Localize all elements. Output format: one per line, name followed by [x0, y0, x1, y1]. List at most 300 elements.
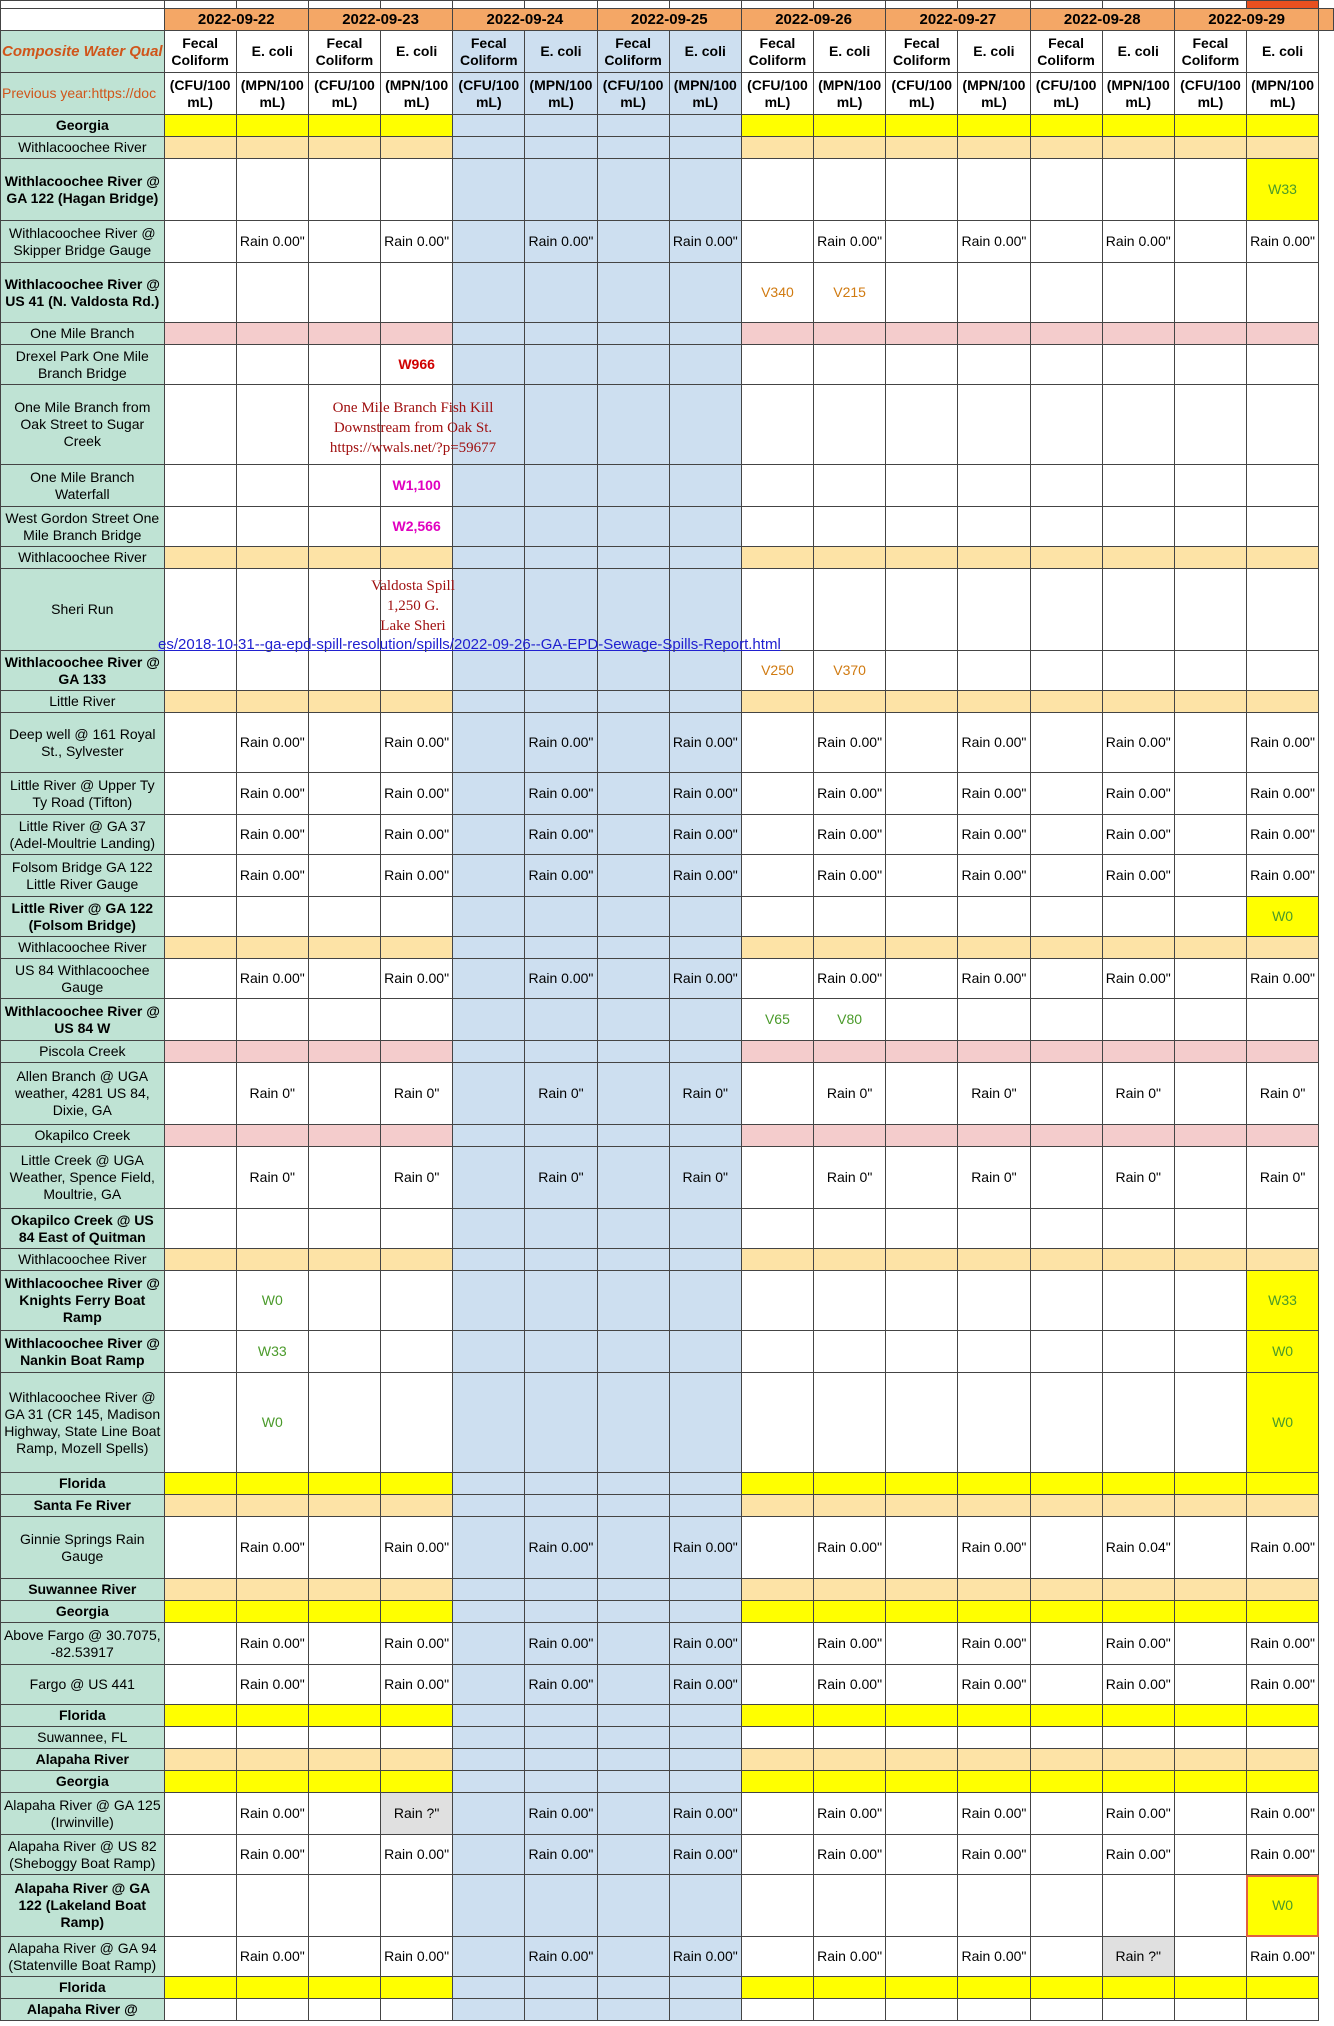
value-cell[interactable]	[1102, 691, 1174, 713]
value-cell[interactable]: (CFU/100 mL)	[164, 73, 236, 115]
site-s_knights[interactable]: Withlacoochee River @ Knights Ferry Boat Ramp	[1, 1271, 165, 1331]
value-cell[interactable]	[308, 1835, 380, 1875]
value-cell[interactable]: Rain 0.00"	[958, 815, 1030, 855]
value-cell[interactable]	[308, 221, 380, 263]
value-cell[interactable]	[236, 1209, 308, 1249]
value-cell[interactable]: Rain 0.00"	[380, 1623, 452, 1665]
value-cell[interactable]	[1102, 1999, 1174, 2021]
value-cell[interactable]: W0	[1246, 1875, 1318, 1937]
value-cell[interactable]	[1174, 815, 1246, 855]
value-cell[interactable]	[380, 1749, 452, 1771]
value-cell[interactable]	[741, 713, 813, 773]
value-cell[interactable]	[308, 1875, 380, 1937]
value-cell[interactable]	[958, 1749, 1030, 1771]
value-cell[interactable]	[1174, 507, 1246, 547]
value-cell[interactable]	[741, 1271, 813, 1331]
value-cell[interactable]: Rain 0.00"	[236, 773, 308, 815]
value-cell[interactable]	[886, 1749, 958, 1771]
value-cell[interactable]	[1102, 651, 1174, 691]
value-cell[interactable]	[308, 1373, 380, 1473]
river-withlacoochee[interactable]: Withlacoochee River	[1, 1249, 165, 1271]
value-cell[interactable]	[1174, 1209, 1246, 1249]
value-cell[interactable]	[958, 1331, 1030, 1373]
value-cell[interactable]	[1174, 1373, 1246, 1473]
value-cell[interactable]	[886, 1041, 958, 1063]
value-cell[interactable]: Rain 0.00"	[525, 1517, 597, 1579]
value-cell[interactable]	[813, 1601, 885, 1623]
value-cell[interactable]	[741, 959, 813, 999]
value-cell[interactable]: Rain ?"	[380, 1793, 452, 1835]
value-cell[interactable]	[741, 1209, 813, 1249]
value-cell[interactable]	[164, 1063, 236, 1125]
value-cell[interactable]	[958, 1977, 1030, 1999]
value-cell[interactable]	[669, 1331, 741, 1373]
value-cell[interactable]	[1102, 137, 1174, 159]
value-cell[interactable]: Rain 0.00"	[669, 1517, 741, 1579]
value-cell[interactable]	[236, 937, 308, 959]
value-cell[interactable]	[958, 323, 1030, 345]
value-cell[interactable]	[164, 137, 236, 159]
value-cell[interactable]	[1174, 999, 1246, 1041]
value-cell[interactable]	[597, 1147, 669, 1209]
value-cell[interactable]	[1246, 1727, 1318, 1749]
value-cell[interactable]: Rain 0.00"	[958, 1517, 1030, 1579]
site-s_us84g[interactable]: US 84 Withlacoochee Gauge	[1, 959, 165, 999]
value-cell[interactable]	[1030, 385, 1102, 465]
value-cell[interactable]	[236, 1249, 308, 1271]
value-cell[interactable]	[453, 507, 525, 547]
river-little_river[interactable]: Little River	[1, 691, 165, 713]
value-cell[interactable]	[1246, 1977, 1318, 1999]
site-s_oak[interactable]: One Mile Branch from Oak Street to Sugar Creek	[1, 385, 165, 465]
value-cell[interactable]: Rain 0"	[525, 1063, 597, 1125]
value-cell[interactable]	[813, 385, 885, 465]
value-cell[interactable]	[741, 1041, 813, 1063]
value-cell[interactable]	[597, 999, 669, 1041]
site-s_abovefargo[interactable]: Above Fargo @ 30.7075, -82.53917	[1, 1623, 165, 1665]
branch-piscola[interactable]: Piscola Creek	[1, 1041, 165, 1063]
value-cell[interactable]	[597, 1623, 669, 1665]
value-cell[interactable]	[813, 1209, 885, 1249]
value-cell[interactable]	[1030, 1063, 1102, 1125]
value-cell[interactable]	[741, 815, 813, 855]
value-cell[interactable]	[1030, 263, 1102, 323]
value-cell[interactable]	[1246, 1999, 1318, 2021]
value-cell[interactable]	[453, 815, 525, 855]
value-cell[interactable]	[1102, 1331, 1174, 1373]
value-cell[interactable]	[597, 507, 669, 547]
value-cell[interactable]	[236, 1749, 308, 1771]
value-cell[interactable]	[308, 323, 380, 345]
value-cell[interactable]	[308, 1727, 380, 1749]
value-cell[interactable]	[308, 1041, 380, 1063]
value-cell[interactable]	[236, 1125, 308, 1147]
value-cell[interactable]	[453, 1331, 525, 1373]
value-cell[interactable]: (CFU/100 mL)	[597, 73, 669, 115]
value-cell[interactable]: W1,100	[380, 465, 452, 507]
value-cell[interactable]	[525, 1771, 597, 1793]
previous-year-link[interactable]: Previous year:https://doc	[1, 73, 165, 115]
value-cell[interactable]	[1246, 137, 1318, 159]
value-cell[interactable]	[453, 773, 525, 815]
value-cell[interactable]: Rain 0.00"	[380, 1517, 452, 1579]
value-cell[interactable]: Rain 0.00"	[1246, 815, 1318, 855]
value-cell[interactable]	[1174, 1999, 1246, 2021]
value-cell[interactable]	[958, 1125, 1030, 1147]
value-cell[interactable]	[669, 159, 741, 221]
value-cell[interactable]	[741, 345, 813, 385]
value-cell[interactable]	[453, 1727, 525, 1749]
value-cell[interactable]	[813, 1373, 885, 1473]
value-cell[interactable]: Rain 0.00"	[380, 815, 452, 855]
site-s_last[interactable]: Alapaha River @	[1, 1999, 165, 2021]
value-cell[interactable]	[164, 999, 236, 1041]
value-cell[interactable]	[525, 897, 597, 937]
value-cell[interactable]	[958, 1209, 1030, 1249]
value-cell[interactable]	[453, 1373, 525, 1473]
value-cell[interactable]	[813, 897, 885, 937]
value-cell[interactable]	[669, 1209, 741, 1249]
value-cell[interactable]	[453, 159, 525, 221]
value-cell[interactable]	[597, 547, 669, 569]
value-cell[interactable]	[525, 507, 597, 547]
value-cell[interactable]	[958, 691, 1030, 713]
value-cell[interactable]	[525, 691, 597, 713]
value-cell[interactable]	[1030, 691, 1102, 713]
value-cell[interactable]: Fecal Coliform	[164, 31, 236, 73]
value-cell[interactable]	[886, 115, 958, 137]
value-cell[interactable]	[741, 691, 813, 713]
value-cell[interactable]: Rain 0.00"	[380, 855, 452, 897]
value-cell[interactable]	[164, 221, 236, 263]
value-cell[interactable]	[164, 385, 236, 465]
value-cell[interactable]	[164, 1999, 236, 2021]
value-cell[interactable]	[1102, 1977, 1174, 1999]
value-cell[interactable]	[813, 569, 885, 651]
value-cell[interactable]	[1174, 569, 1246, 651]
value-cell[interactable]	[1174, 221, 1246, 263]
value-cell[interactable]	[308, 1, 380, 9]
value-cell[interactable]	[453, 897, 525, 937]
value-cell[interactable]: Rain 0.00"	[958, 855, 1030, 897]
value-cell[interactable]	[1246, 1579, 1318, 1601]
value-cell[interactable]	[453, 1749, 525, 1771]
value-cell[interactable]	[380, 1271, 452, 1331]
value-cell[interactable]: Rain 0.00"	[958, 221, 1030, 263]
value-cell[interactable]: Rain 0.00"	[236, 1937, 308, 1977]
value-cell[interactable]	[1246, 1041, 1318, 1063]
value-cell[interactable]: Rain 0.00"	[1102, 773, 1174, 815]
spill-report-link[interactable]: es/2018-10-31--ga-epd-spill-resolution/spills/2022-09-26--GA-EPD-Sewage-Spills-Report.html	[158, 636, 781, 653]
value-cell[interactable]	[886, 547, 958, 569]
value-cell[interactable]	[669, 651, 741, 691]
value-cell[interactable]	[597, 1705, 669, 1727]
value-cell[interactable]: Rain 0.00"	[669, 1835, 741, 1875]
value-cell[interactable]	[669, 897, 741, 937]
value-cell[interactable]	[380, 1875, 452, 1937]
value-cell[interactable]	[308, 1249, 380, 1271]
value-cell[interactable]	[669, 1875, 741, 1937]
value-cell[interactable]	[669, 1749, 741, 1771]
value-cell[interactable]: Rain 0.00"	[958, 713, 1030, 773]
value-cell[interactable]	[453, 1977, 525, 1999]
value-cell[interactable]	[669, 323, 741, 345]
value-cell[interactable]	[164, 507, 236, 547]
value-cell[interactable]	[380, 1209, 452, 1249]
value-cell[interactable]	[1030, 1271, 1102, 1331]
value-cell[interactable]	[1030, 465, 1102, 507]
date-header[interactable]: 2022-09-27	[886, 9, 1030, 31]
site-s_upperty[interactable]: Little River @ Upper Ty Ty Road (Tifton)	[1, 773, 165, 815]
value-cell[interactable]: (MPN/100 mL)	[380, 73, 452, 115]
value-cell[interactable]	[380, 1727, 452, 1749]
value-cell[interactable]	[525, 651, 597, 691]
value-cell[interactable]	[525, 1727, 597, 1749]
value-cell[interactable]	[1030, 1999, 1102, 2021]
value-cell[interactable]	[380, 999, 452, 1041]
value-cell[interactable]: Rain 0.00"	[236, 221, 308, 263]
value-cell[interactable]	[958, 507, 1030, 547]
value-cell[interactable]	[813, 1249, 885, 1271]
value-cell[interactable]	[525, 345, 597, 385]
value-cell[interactable]	[1102, 323, 1174, 345]
value-cell[interactable]	[597, 137, 669, 159]
value-cell[interactable]: Rain 0.00"	[669, 959, 741, 999]
value-cell[interactable]	[741, 1579, 813, 1601]
value-cell[interactable]	[1030, 937, 1102, 959]
value-cell[interactable]	[886, 345, 958, 385]
value-cell[interactable]	[741, 1875, 813, 1937]
site-s_quitman[interactable]: Okapilco Creek @ US 84 East of Quitman	[1, 1209, 165, 1249]
value-cell[interactable]	[886, 1271, 958, 1331]
site-s_skipper[interactable]: Withlacoochee River @ Skipper Bridge Gauge	[1, 221, 165, 263]
value-cell[interactable]: V340	[741, 263, 813, 323]
value-cell[interactable]	[1030, 1875, 1102, 1937]
value-cell[interactable]	[236, 999, 308, 1041]
value-cell[interactable]: Rain 0.00"	[669, 773, 741, 815]
value-cell[interactable]	[1030, 713, 1102, 773]
value-cell[interactable]	[669, 1249, 741, 1271]
value-cell[interactable]	[164, 1727, 236, 1749]
value-cell[interactable]	[164, 1473, 236, 1495]
date-header[interactable]: 2022-09-22	[164, 9, 308, 31]
value-cell[interactable]	[741, 1771, 813, 1793]
value-cell[interactable]: (MPN/100 mL)	[1102, 73, 1174, 115]
value-cell[interactable]	[669, 547, 741, 569]
value-cell[interactable]	[380, 115, 452, 137]
value-cell[interactable]	[1102, 345, 1174, 385]
value-cell[interactable]	[669, 1705, 741, 1727]
value-cell[interactable]: Rain 0.00"	[669, 221, 741, 263]
value-cell[interactable]	[958, 1999, 1030, 2021]
value-cell[interactable]: Rain 0.00"	[669, 713, 741, 773]
branch-okapilco[interactable]: Okapilco Creek	[1, 1125, 165, 1147]
value-cell[interactable]	[1030, 1705, 1102, 1727]
value-cell[interactable]: Rain 0"	[380, 1147, 452, 1209]
value-cell[interactable]	[1102, 1875, 1174, 1937]
value-cell[interactable]	[380, 691, 452, 713]
value-cell[interactable]	[164, 1623, 236, 1665]
value-cell[interactable]	[525, 1, 597, 9]
value-cell[interactable]	[453, 1601, 525, 1623]
value-cell[interactable]	[1102, 263, 1174, 323]
value-cell[interactable]	[1102, 1473, 1174, 1495]
value-cell[interactable]	[164, 1147, 236, 1209]
value-cell[interactable]: Rain 0.00"	[236, 815, 308, 855]
value-cell[interactable]	[1030, 1373, 1102, 1473]
value-cell[interactable]	[597, 1, 669, 9]
value-cell[interactable]	[453, 1793, 525, 1835]
site-s_hagan[interactable]: Withlacoochee River @ GA 122 (Hagan Bridge)	[1, 159, 165, 221]
value-cell[interactable]	[886, 1665, 958, 1705]
value-cell[interactable]	[1030, 1209, 1102, 1249]
value-cell[interactable]	[236, 263, 308, 323]
river-suwannee[interactable]: Suwannee River	[1, 1579, 165, 1601]
value-cell[interactable]	[886, 1331, 958, 1373]
date-header[interactable]: 2022-09-23	[308, 9, 452, 31]
value-cell[interactable]	[813, 1749, 885, 1771]
value-cell[interactable]	[669, 1473, 741, 1495]
site-s_gordon[interactable]: West Gordon Street One Mile Branch Bridge	[1, 507, 165, 547]
value-cell[interactable]	[1030, 323, 1102, 345]
value-cell[interactable]	[308, 713, 380, 773]
value-cell[interactable]: Rain 0"	[380, 1063, 452, 1125]
value-cell[interactable]	[308, 1771, 380, 1793]
value-cell[interactable]: W0	[1246, 897, 1318, 937]
value-cell[interactable]	[1102, 1705, 1174, 1727]
value-cell[interactable]	[1030, 855, 1102, 897]
site-s_fargo[interactable]: Fargo @ US 441	[1, 1665, 165, 1705]
value-cell[interactable]	[308, 137, 380, 159]
value-cell[interactable]	[958, 1271, 1030, 1331]
value-cell[interactable]	[308, 691, 380, 713]
value-cell[interactable]: (CFU/100 mL)	[453, 73, 525, 115]
value-cell[interactable]: (CFU/100 mL)	[1174, 73, 1246, 115]
value-cell[interactable]	[597, 1331, 669, 1373]
value-cell[interactable]	[380, 263, 452, 323]
site-s_us84w[interactable]: Withlacoochee River @ US 84 W	[1, 999, 165, 1041]
value-cell[interactable]: Rain 0"	[958, 1063, 1030, 1125]
value-cell[interactable]	[669, 1373, 741, 1473]
value-cell[interactable]	[525, 1999, 597, 2021]
value-cell[interactable]	[741, 1125, 813, 1147]
value-cell[interactable]	[525, 999, 597, 1041]
value-cell[interactable]: Rain 0.00"	[1246, 1517, 1318, 1579]
value-cell[interactable]	[1246, 547, 1318, 569]
value-cell[interactable]	[958, 1771, 1030, 1793]
value-cell[interactable]	[958, 999, 1030, 1041]
value-cell[interactable]	[813, 159, 885, 221]
value-cell[interactable]	[453, 465, 525, 507]
value-cell[interactable]: Rain 0"	[813, 1147, 885, 1209]
value-cell[interactable]	[236, 323, 308, 345]
value-cell[interactable]	[886, 1875, 958, 1937]
value-cell[interactable]	[1030, 547, 1102, 569]
value-cell[interactable]	[308, 1331, 380, 1373]
value-cell[interactable]: Rain 0.00"	[525, 959, 597, 999]
value-cell[interactable]	[236, 1473, 308, 1495]
value-cell[interactable]	[886, 855, 958, 897]
value-cell[interactable]	[164, 855, 236, 897]
value-cell[interactable]: Rain 0"	[1102, 1147, 1174, 1209]
value-cell[interactable]	[453, 1209, 525, 1249]
value-cell[interactable]	[525, 385, 597, 465]
value-cell[interactable]	[669, 1041, 741, 1063]
site-s_ga133[interactable]: Withlacoochee River @ GA 133	[1, 651, 165, 691]
value-cell[interactable]	[669, 1601, 741, 1623]
value-cell[interactable]	[164, 159, 236, 221]
value-cell[interactable]	[1246, 1, 1318, 9]
value-cell[interactable]	[1102, 937, 1174, 959]
value-cell[interactable]: Rain 0"	[525, 1147, 597, 1209]
value-cell[interactable]	[597, 713, 669, 773]
value-cell[interactable]	[1174, 1, 1246, 9]
value-cell[interactable]	[308, 1579, 380, 1601]
value-cell[interactable]: Rain 0.00"	[813, 1665, 885, 1705]
value-cell[interactable]	[1102, 1249, 1174, 1271]
value-cell[interactable]	[886, 1147, 958, 1209]
value-cell[interactable]: (MPN/100 mL)	[236, 73, 308, 115]
date-header[interactable]: 2022-09-29	[1174, 9, 1318, 31]
value-cell[interactable]	[453, 1249, 525, 1271]
value-cell[interactable]	[886, 137, 958, 159]
value-cell[interactable]	[1030, 773, 1102, 815]
value-cell[interactable]: V250	[741, 651, 813, 691]
value-cell[interactable]	[1102, 1, 1174, 9]
value-cell[interactable]	[741, 323, 813, 345]
value-cell[interactable]	[669, 937, 741, 959]
value-cell[interactable]	[453, 1771, 525, 1793]
site-s_drexel[interactable]: Drexel Park One Mile Branch Bridge	[1, 345, 165, 385]
value-cell[interactable]	[453, 1937, 525, 1977]
value-cell[interactable]	[236, 1705, 308, 1727]
site-s_allen[interactable]: Allen Branch @ UGA weather, 4281 US 84, Dixie, GA	[1, 1063, 165, 1125]
state-florida[interactable]: Florida	[1, 1473, 165, 1495]
site-s_ga31[interactable]: Withlacoochee River @ GA 31 (CR 145, Madison Highway, State Line Boat Ramp, Mozell Spells)	[1, 1373, 165, 1473]
value-cell[interactable]: Rain 0.00"	[525, 1937, 597, 1977]
value-cell[interactable]	[1246, 115, 1318, 137]
value-cell[interactable]	[1174, 1601, 1246, 1623]
value-cell[interactable]	[308, 1705, 380, 1727]
value-cell[interactable]	[1102, 1271, 1174, 1331]
value-cell[interactable]	[1030, 1835, 1102, 1875]
value-cell[interactable]: W966	[380, 345, 452, 385]
value-cell[interactable]	[813, 1331, 885, 1373]
value-cell[interactable]	[741, 1705, 813, 1727]
value-cell[interactable]	[1174, 1147, 1246, 1209]
value-cell[interactable]	[236, 1727, 308, 1749]
value-cell[interactable]: E. coli	[669, 31, 741, 73]
value-cell[interactable]	[164, 1875, 236, 1937]
value-cell[interactable]	[1030, 1623, 1102, 1665]
value-cell[interactable]	[308, 507, 380, 547]
value-cell[interactable]	[597, 1495, 669, 1517]
value-cell[interactable]	[958, 1875, 1030, 1937]
value-cell[interactable]	[886, 1999, 958, 2021]
value-cell[interactable]	[886, 1727, 958, 1749]
value-cell[interactable]	[958, 1041, 1030, 1063]
value-cell[interactable]	[669, 1977, 741, 1999]
value-cell[interactable]	[308, 773, 380, 815]
value-cell[interactable]	[597, 1875, 669, 1937]
river-withlacoochee[interactable]: Withlacoochee River	[1, 937, 165, 959]
value-cell[interactable]	[453, 1271, 525, 1331]
value-cell[interactable]	[886, 1793, 958, 1835]
value-cell[interactable]	[741, 1665, 813, 1705]
value-cell[interactable]	[1102, 1041, 1174, 1063]
value-cell[interactable]: Rain 0.00"	[380, 959, 452, 999]
value-cell[interactable]	[380, 1473, 452, 1495]
